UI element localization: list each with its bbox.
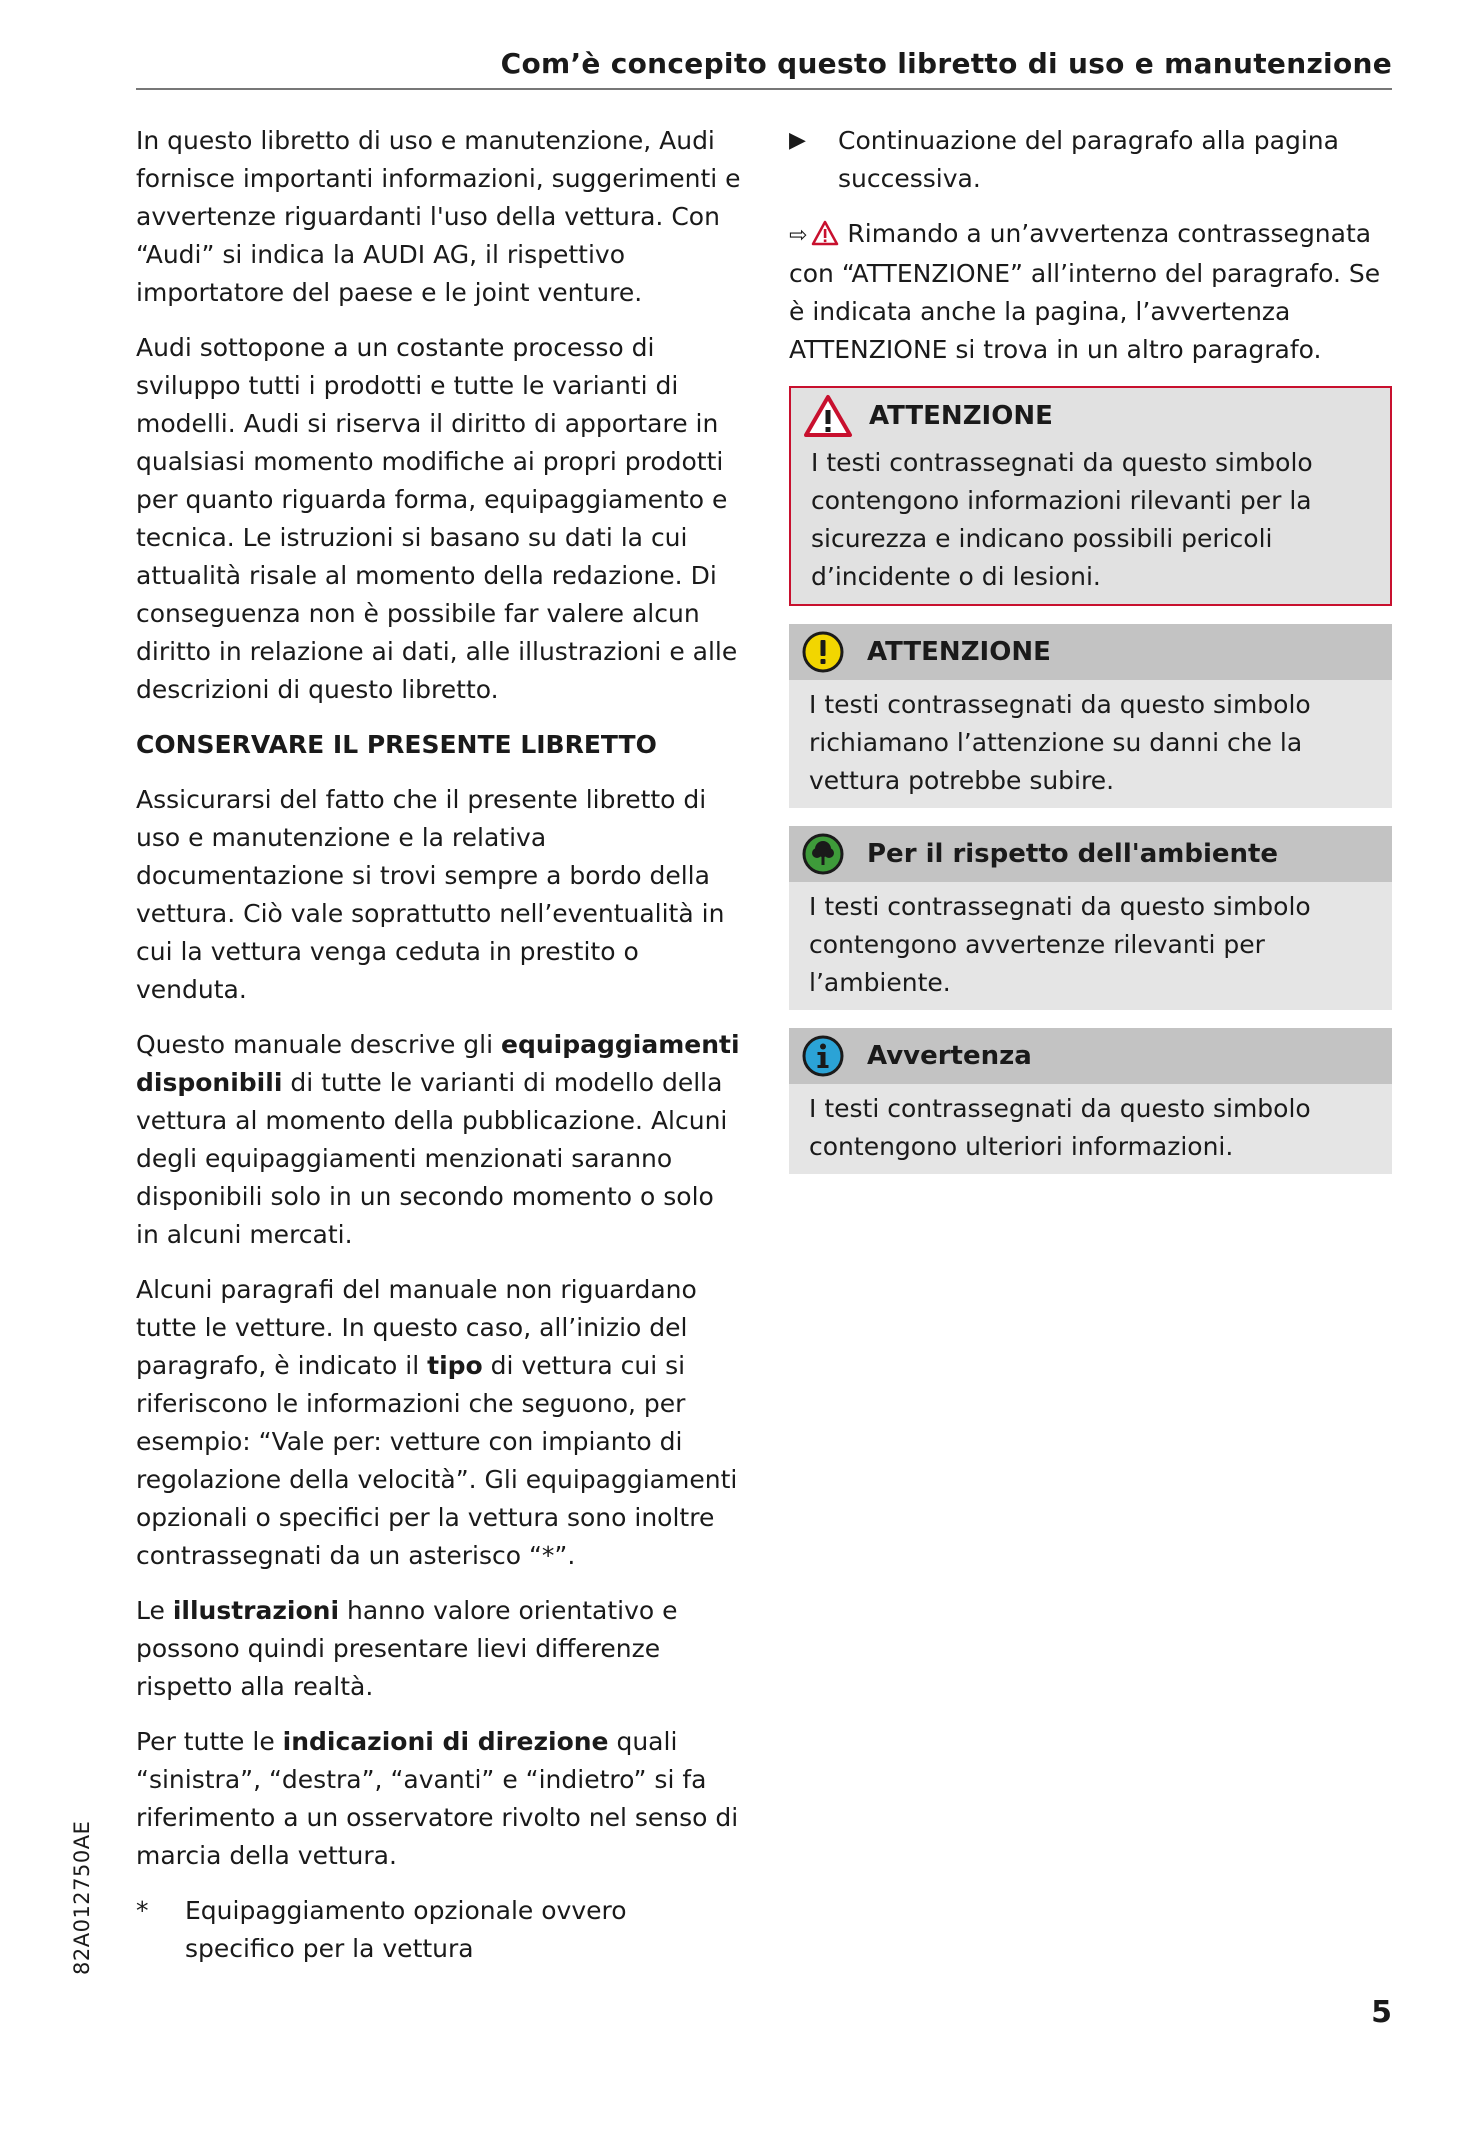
info-circle-icon [801, 1034, 845, 1078]
tree-icon [801, 832, 845, 876]
development-paragraph: Audi sottopone a un costante processo di sviluppo tutti i prodotti e tutte le varianti di modelli. Audi si riserva il diritto di apportare in qualsiasi momento modifiche ai propri prodotti per quanto riguarda forma, equipaggiamento e tecnica. Le istruzioni si basano su dati la cui attualità risale al momento della redazione. Di conseguenza non è possibile far valere alcun diritto in relazione ai dati, alle illustrazioni e alle descrizioni di questo libretto. [136, 333, 738, 704]
bold-term: tipo [427, 1351, 483, 1380]
environment-box [789, 826, 1392, 1010]
warning-triangle-icon [803, 394, 847, 438]
type-paragraph: Alcuni paragrafi del manuale non riguardano tutte le vetture. In questo caso, all’inizio del paragrafo, è indicato il tipo di vettura cui si riferiscono le informazioni che seguono, per esempio: “Vale per: vetture con impianto di regolazione della velocità”. Gli equipaggiamenti opzionali o specifici per la vettura sono inoltre contrassegnati da un asterisco “*”. [136, 1275, 738, 1570]
reference-text: Rimando a un’avvertenza contrassegnata con “ATTENZIONE” all’interno del paragrafo. Se è indicata anche la pagina, l’avvertenza ATTENZIONE si trova in un altro paragrafo. [789, 219, 1381, 364]
continuation-legend [789, 122, 1392, 198]
danger-warning-box [789, 386, 1392, 606]
continuation-arrow-icon: ▶ [789, 128, 806, 153]
page-number: 5 [1371, 1995, 1392, 2030]
caution-box-label: ATTENZIONE [867, 637, 1051, 667]
note-box-header [789, 1028, 1392, 1084]
environment-box-label: Per il rispetto dell'ambiente [867, 839, 1279, 869]
continuation-text: Continuazione del paragrafo alla pagina successiva. [838, 126, 1339, 193]
document-code [70, 1820, 110, 2145]
danger-box-label: ATTENZIONE [869, 401, 1053, 431]
left-column [136, 122, 744, 1968]
danger-box-header [791, 388, 1390, 444]
keep-manual-paragraph: Assicurarsi del fatto che il presente libretto di uso e manutenzione e la relativa documentazione si trovi sempre a bordo della vettura. Ciò vale soprattutto nell’eventualità in cui la vettura venga ceduta in prestito o venduta. [136, 785, 725, 1004]
bold-term: illustrazioni [172, 1596, 340, 1625]
section-title: Com’è concepito questo libretto di uso e manutenzione [500, 47, 1392, 80]
asterisk-footnote [136, 1892, 744, 1968]
intro-paragraph: In questo libretto di uso e manutenzione, Audi fornisce importanti informazioni, suggerimenti e avvertenze riguardanti l'uso della vettura. Con “Audi” si indica la AUDI AG, il rispettivo importatore del paese e le joint venture. [136, 126, 741, 307]
environment-box-text: I testi contrassegnati da questo simbolo contengono avvertenze rilevanti per l’ambiente. [789, 882, 1392, 1010]
danger-box-text: I testi contrassegnati da questo simbolo contengono informazioni rilevanti per la sicurezza e indicano possibili pericoli d’incidente o di lesioni. [791, 444, 1390, 604]
bold-term: indicazioni di direzione [282, 1727, 609, 1756]
directions-paragraph: Per tutte le indicazioni di direzione quali “sinistra”, “destra”, “avanti” e “indietro” si fa riferimento a un osservatore rivolto nel senso di marcia della vettura. [136, 1727, 739, 1870]
note-box-text: I testi contrassegnati da questo simbolo contengono ulteriori informazioni. [789, 1084, 1392, 1174]
environment-box-header [789, 826, 1392, 882]
right-column [789, 122, 1392, 1192]
reference-arrow-icon: ⇨ [789, 223, 808, 248]
illustrations-paragraph: Le illustrazioni hanno valore orientativo e possono quindi presentare lievi differenze rispetto alla realtà. [136, 1596, 678, 1701]
asterisk-mark: * [136, 1896, 149, 1925]
footnote-text: Equipaggiamento opzionale ovvero specifico per la vettura [185, 1896, 627, 1963]
bold-term: equipaggiamenti disponibili [136, 1030, 740, 1097]
warning-triangle-icon [811, 219, 839, 248]
equipment-paragraph: Questo manuale descrive gli equipaggiamenti disponibili di tutte le varianti di modello della vettura al momento della pubblicazione. Alcuni degli equipaggiamenti menzionati saranno disponibili solo in un secondo momento o solo in alcuni mercati. [136, 1030, 740, 1249]
document-code-text: 82A012750AE [70, 1820, 94, 1975]
page-header [136, 40, 1392, 90]
caution-box [789, 624, 1392, 808]
reference-legend [789, 215, 1392, 369]
caution-box-text: I testi contrassegnati da questo simbolo richiamano l’attenzione su danni che la vettura potrebbe subire. [789, 680, 1392, 808]
note-box [789, 1028, 1392, 1174]
caution-box-header [789, 624, 1392, 680]
note-box-label: Avvertenza [867, 1041, 1032, 1071]
exclamation-circle-icon [801, 630, 845, 674]
subheading-keep-manual: CONSERVARE IL PRESENTE LIBRETTO [136, 730, 657, 759]
